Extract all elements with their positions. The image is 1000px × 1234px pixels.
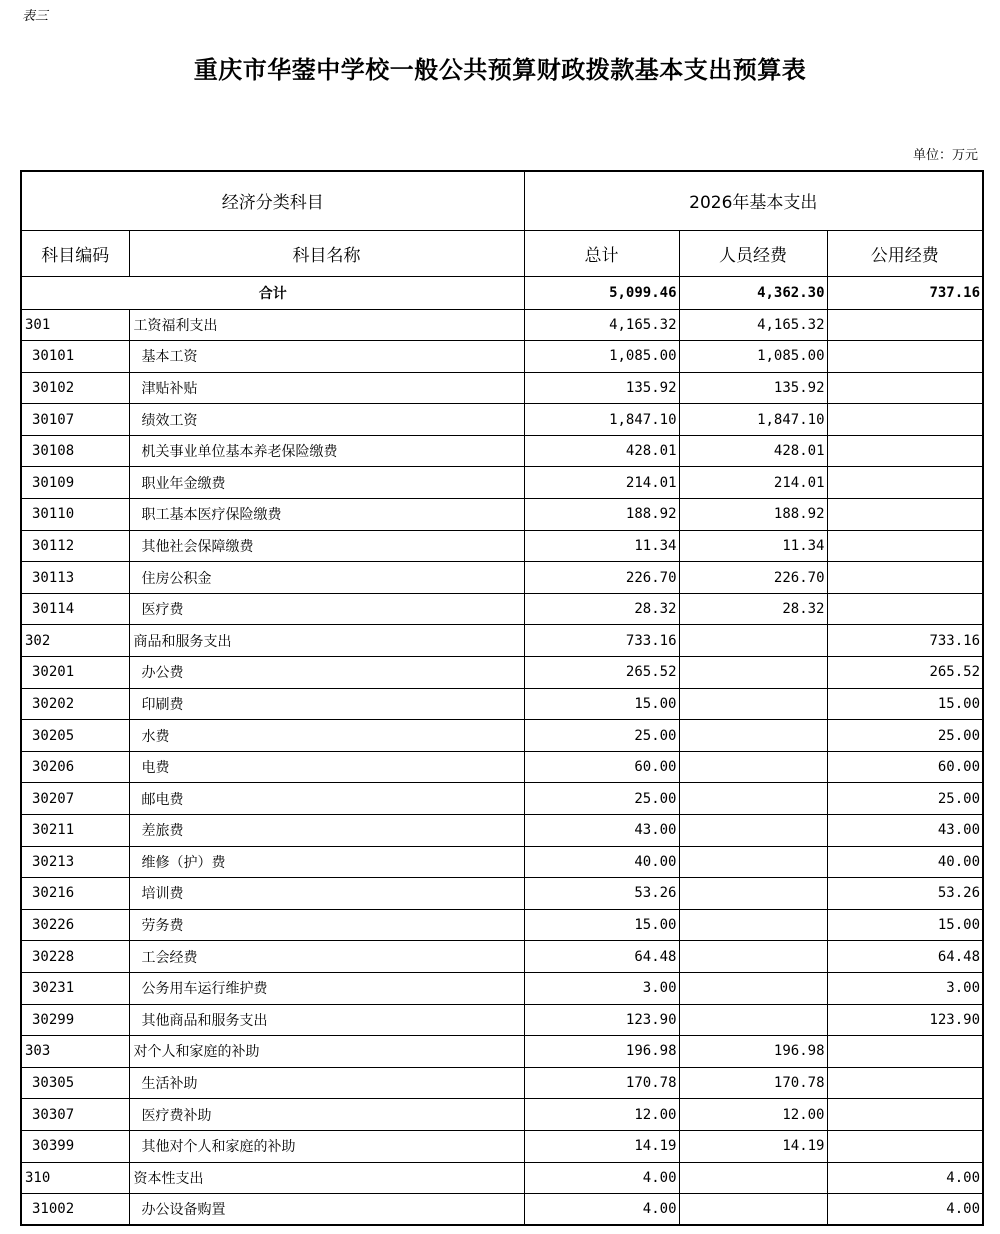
row-total: 214.01 [524,467,679,499]
row-personnel [679,751,827,783]
row-personnel: 1,085.00 [679,341,827,373]
row-code: 30101 [21,341,129,373]
row-name: 培训费 [129,878,524,910]
row-total: 60.00 [524,751,679,783]
row-public: 25.00 [827,783,983,815]
table-row [21,909,983,941]
row-personnel: 196.98 [679,1036,827,1068]
row-personnel [679,720,827,752]
row-public [827,593,983,625]
summary-total: 5,099.46 [524,276,679,309]
row-name: 商品和服务支出 [129,625,524,657]
row-code: 31002 [21,1194,129,1226]
table-row [21,1130,983,1162]
header-row-1 [21,171,983,230]
table-row [21,657,983,689]
row-public: 64.48 [827,941,983,973]
row-total: 12.00 [524,1099,679,1131]
row-personnel: 214.01 [679,467,827,499]
row-code: 30211 [21,815,129,847]
row-name: 医疗费 [129,593,524,625]
row-public: 733.16 [827,625,983,657]
row-public: 53.26 [827,878,983,910]
row-code: 30307 [21,1099,129,1131]
row-total: 170.78 [524,1067,679,1099]
row-code: 310 [21,1162,129,1194]
row-total: 196.98 [524,1036,679,1068]
table-row [21,878,983,910]
row-personnel [679,972,827,1004]
row-code: 30114 [21,593,129,625]
header-personnel: 人员经费 [679,230,827,276]
row-name: 办公设备购置 [129,1194,524,1226]
row-name: 资本性支出 [129,1162,524,1194]
row-code: 301 [21,309,129,341]
header-row-2 [21,230,983,276]
table-row [21,1067,983,1099]
row-name: 医疗费补助 [129,1099,524,1131]
row-public: 60.00 [827,751,983,783]
row-personnel: 135.92 [679,372,827,404]
table-row [21,941,983,973]
row-name: 维修（护）费 [129,846,524,878]
row-public: 15.00 [827,909,983,941]
row-code: 30205 [21,720,129,752]
row-personnel: 14.19 [679,1130,827,1162]
row-total: 25.00 [524,720,679,752]
row-name: 基本工资 [129,341,524,373]
row-public [827,309,983,341]
row-total: 25.00 [524,783,679,815]
row-name: 劳务费 [129,909,524,941]
row-total: 1,847.10 [524,404,679,436]
row-code: 30206 [21,751,129,783]
row-personnel: 428.01 [679,435,827,467]
row-public: 123.90 [827,1004,983,1036]
table-row [21,593,983,625]
summary-personnel: 4,362.30 [679,276,827,309]
table-row [21,815,983,847]
table-row [21,309,983,341]
row-code: 30102 [21,372,129,404]
page-title: 重庆市华蓥中学校一般公共预算财政拨款基本支出预算表 [193,55,807,84]
header-name: 科目名称 [129,230,524,276]
row-public: 4.00 [827,1162,983,1194]
row-personnel [679,1004,827,1036]
header-basic-expense: 2026年基本支出 [524,171,983,230]
table-row [21,751,983,783]
row-personnel [679,783,827,815]
row-personnel [679,941,827,973]
row-name: 邮电费 [129,783,524,815]
row-code: 30305 [21,1067,129,1099]
row-public [827,1099,983,1131]
row-code: 30110 [21,499,129,531]
table-row [21,688,983,720]
row-total: 28.32 [524,593,679,625]
row-name: 职业年金缴费 [129,467,524,499]
row-code: 30216 [21,878,129,910]
row-name: 差旅费 [129,815,524,847]
row-total: 4.00 [524,1162,679,1194]
row-public: 265.52 [827,657,983,689]
table-row [21,1004,983,1036]
row-total: 733.16 [524,625,679,657]
row-personnel [679,909,827,941]
row-public: 40.00 [827,846,983,878]
row-total: 40.00 [524,846,679,878]
row-public [827,467,983,499]
row-code: 30201 [21,657,129,689]
table-row [21,499,983,531]
row-total: 43.00 [524,815,679,847]
row-public: 3.00 [827,972,983,1004]
row-total: 4,165.32 [524,309,679,341]
table-row [21,530,983,562]
header-econ-category: 经济分类科目 [21,171,524,230]
row-personnel: 1,847.10 [679,404,827,436]
row-name: 机关事业单位基本养老保险缴费 [129,435,524,467]
row-code: 30213 [21,846,129,878]
row-public [827,372,983,404]
row-personnel [679,688,827,720]
table-row [21,404,983,436]
row-name: 对个人和家庭的补助 [129,1036,524,1068]
row-code: 30231 [21,972,129,1004]
table-row [21,846,983,878]
row-total: 15.00 [524,688,679,720]
table-row [21,372,983,404]
row-personnel [679,1194,827,1226]
table-row [21,1099,983,1131]
row-code: 30108 [21,435,129,467]
row-personnel [679,1162,827,1194]
table-row [21,1036,983,1068]
row-total: 11.34 [524,530,679,562]
row-code: 303 [21,1036,129,1068]
table-row [21,435,983,467]
row-public [827,435,983,467]
row-total: 188.92 [524,499,679,531]
row-total: 1,085.00 [524,341,679,373]
row-public: 4.00 [827,1194,983,1226]
row-personnel [679,657,827,689]
row-public [827,1036,983,1068]
row-total: 265.52 [524,657,679,689]
row-name: 办公费 [129,657,524,689]
row-name: 职工基本医疗保险缴费 [129,499,524,531]
table-number: 表三 [22,9,49,24]
table-row [21,783,983,815]
row-personnel: 4,165.32 [679,309,827,341]
row-name: 公务用车运行维护费 [129,972,524,1004]
table-row [21,467,983,499]
budget-table [20,170,984,1226]
row-code: 30112 [21,530,129,562]
row-public [827,499,983,531]
row-code: 30207 [21,783,129,815]
row-total: 53.26 [524,878,679,910]
row-name: 绩效工资 [129,404,524,436]
row-name: 电费 [129,751,524,783]
row-personnel: 188.92 [679,499,827,531]
row-code: 30113 [21,562,129,594]
table-row [21,1194,983,1226]
row-total: 135.92 [524,372,679,404]
row-name: 工会经费 [129,941,524,973]
row-public [827,1067,983,1099]
row-public [827,1130,983,1162]
header-total: 总计 [524,230,679,276]
row-name: 生活补助 [129,1067,524,1099]
row-personnel [679,846,827,878]
row-total: 15.00 [524,909,679,941]
row-code: 30228 [21,941,129,973]
row-total: 3.00 [524,972,679,1004]
row-public: 43.00 [827,815,983,847]
row-code: 30299 [21,1004,129,1036]
table-row [21,1162,983,1194]
row-public: 25.00 [827,720,983,752]
row-name: 津贴补贴 [129,372,524,404]
row-total: 428.01 [524,435,679,467]
summary-public: 737.16 [827,276,983,309]
row-personnel: 226.70 [679,562,827,594]
row-code: 302 [21,625,129,657]
row-name: 其他商品和服务支出 [129,1004,524,1036]
row-personnel [679,878,827,910]
row-personnel: 12.00 [679,1099,827,1131]
row-code: 30109 [21,467,129,499]
table-row [21,972,983,1004]
row-total: 4.00 [524,1194,679,1226]
row-code: 30107 [21,404,129,436]
row-public: 15.00 [827,688,983,720]
row-total: 14.19 [524,1130,679,1162]
row-name: 水费 [129,720,524,752]
row-code: 30226 [21,909,129,941]
row-name: 住房公积金 [129,562,524,594]
row-public [827,562,983,594]
row-total: 64.48 [524,941,679,973]
table-row [21,625,983,657]
row-personnel: 28.32 [679,593,827,625]
summary-row [21,276,983,309]
row-public [827,404,983,436]
row-personnel [679,815,827,847]
row-public [827,530,983,562]
row-code: 30202 [21,688,129,720]
header-code: 科目编码 [21,230,129,276]
header-public: 公用经费 [827,230,983,276]
row-total: 123.90 [524,1004,679,1036]
row-name: 其他社会保障缴费 [129,530,524,562]
summary-label: 合计 [21,276,524,309]
row-personnel [679,625,827,657]
row-name: 其他对个人和家庭的补助 [129,1130,524,1162]
table-row [21,720,983,752]
row-personnel: 170.78 [679,1067,827,1099]
table-row [21,341,983,373]
row-name: 印刷费 [129,688,524,720]
table-row [21,562,983,594]
unit-label: 单位：万元 [912,148,978,163]
row-public [827,341,983,373]
row-name: 工资福利支出 [129,309,524,341]
row-personnel: 11.34 [679,530,827,562]
row-total: 226.70 [524,562,679,594]
row-code: 30399 [21,1130,129,1162]
